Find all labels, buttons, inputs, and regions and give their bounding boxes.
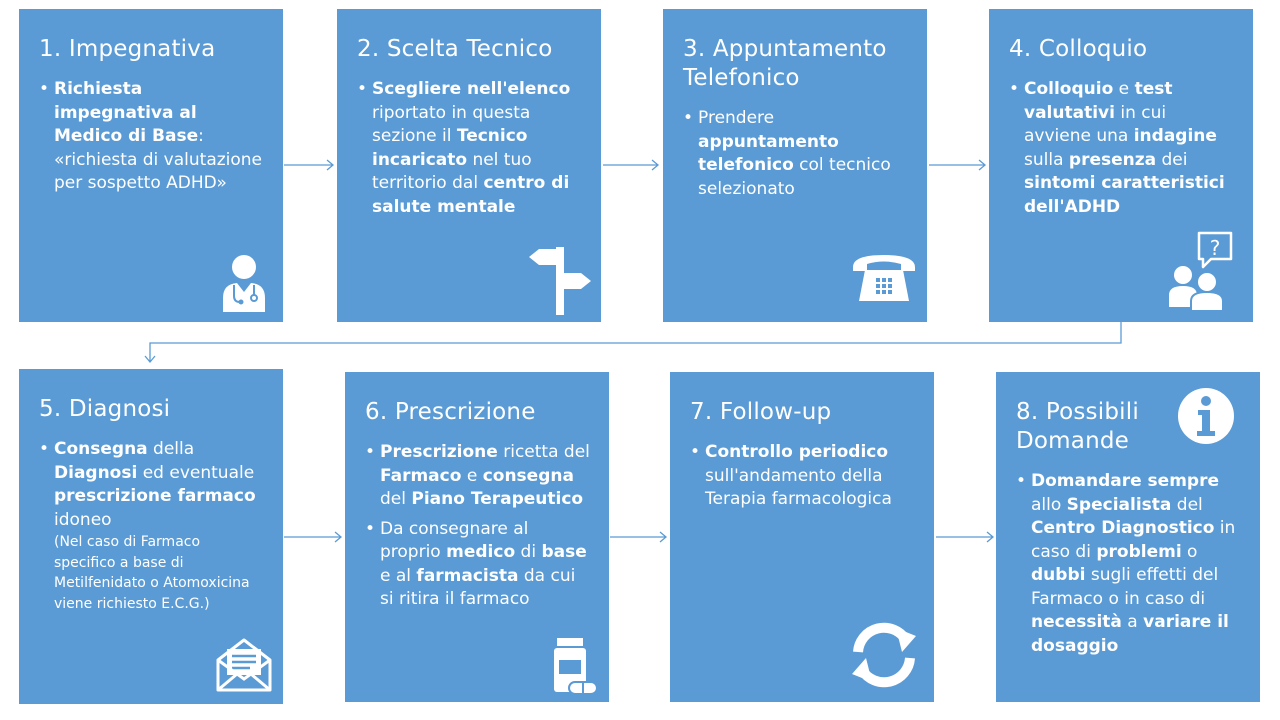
bold-text: Colloquio — [1024, 79, 1114, 99]
text: di — [515, 542, 542, 562]
text: della — [147, 439, 195, 459]
text: Da consegnare al proprio — [380, 518, 529, 562]
bold-text: centro di salute mentale — [372, 173, 570, 217]
bold-text: medico — [446, 542, 516, 562]
bold-text: Farmaco — [380, 465, 462, 486]
bold-text: consegna — [482, 465, 574, 486]
step-bullets — [357, 78, 583, 219]
refresh-icon — [844, 622, 924, 688]
step-title: 7. Follow-up — [690, 399, 832, 425]
step-title: 6. Prescrizione — [365, 399, 536, 425]
step-bullet — [357, 78, 583, 219]
arrow-2-3 — [603, 160, 658, 170]
text: idoneo — [54, 509, 112, 530]
text: riportato in questa sezione il — [372, 102, 531, 146]
bold-text: Centro Diagnostico — [1031, 518, 1215, 538]
step-title: 8. Possibili Domande — [1016, 399, 1139, 454]
bold-text: Piano Terapeutico — [411, 489, 584, 509]
telephone-icon — [851, 253, 917, 303]
bold-text: dubbi — [1031, 565, 1086, 585]
arrow-3-4 — [929, 160, 985, 170]
step-title: 2. Scelta Tecnico — [357, 36, 553, 62]
text: in cui avviene una — [1024, 102, 1167, 146]
text: o — [1181, 541, 1198, 562]
text: in caso di — [1031, 518, 1236, 562]
bold-text: Prescrizione — [380, 442, 498, 462]
step-bullet — [39, 438, 265, 614]
text: ricetta del — [497, 442, 590, 462]
text: sull'andamento della Terapia farmacologica — [705, 465, 892, 509]
svg-text:?: ? — [1209, 236, 1221, 260]
step-bullets — [1009, 78, 1235, 219]
step-title: 3. Appuntamento Telefonico — [683, 36, 887, 91]
step-bullets — [365, 441, 591, 612]
step-card-8 — [996, 372, 1260, 702]
step-card-7 — [670, 372, 934, 702]
text: (Nel caso di Farmaco specifico a base di Metilfenidato o Atomoxicina viene richiesto E.C.G.) — [54, 534, 250, 612]
step-title: 5. Diagnosi — [39, 396, 171, 422]
text: e — [1113, 79, 1135, 99]
people-question-icon — [1169, 229, 1235, 311]
text: Prendere — [698, 108, 775, 128]
bold-text: variare il dosaggio — [1031, 612, 1229, 656]
arrow-6-7 — [610, 532, 666, 542]
text: col tecnico selezionato — [698, 155, 891, 199]
step-card-1 — [19, 9, 283, 322]
step-card-3 — [663, 9, 927, 322]
signpost-icon — [527, 245, 593, 315]
arrow-7-8 — [936, 532, 993, 542]
step-bullets — [1016, 470, 1242, 658]
text: nel tuo territorio dal — [372, 149, 532, 193]
step-title: 1. Impegnativa — [39, 36, 216, 62]
bold-text: problemi — [1096, 541, 1182, 562]
bold-text: Consegna — [54, 439, 148, 459]
doctor-icon — [221, 252, 267, 312]
step-bullet — [365, 441, 591, 512]
text: e al — [380, 565, 417, 586]
step-bullets — [39, 78, 265, 196]
medicine-bottle-icon — [551, 638, 599, 696]
text: a — [1121, 612, 1144, 632]
bold-text: indagine — [1133, 126, 1217, 146]
step-bullet — [39, 78, 265, 196]
arrow-1-2 — [284, 160, 333, 170]
bold-text: Diagnosi — [54, 462, 138, 483]
step-bullet — [365, 518, 591, 612]
step-bullet — [1009, 78, 1235, 219]
bold-text: Domandare sempre — [1031, 471, 1219, 491]
step-bullets — [39, 438, 265, 614]
step-bullet — [1016, 470, 1242, 658]
arrow-5-6 — [284, 532, 341, 542]
text: da cui si ritira il farmaco — [380, 565, 576, 609]
bold-text: Specialista — [1066, 494, 1172, 515]
bold-text: base — [541, 542, 587, 562]
text: ed eventuale — [137, 462, 255, 483]
step-card-2 — [337, 9, 601, 322]
bold-text: presenza — [1068, 149, 1157, 170]
step-title: 4. Colloquio — [1009, 36, 1148, 62]
step-bullets — [690, 441, 916, 512]
bold-text: farmacista — [416, 565, 519, 586]
step-bullets — [683, 107, 909, 201]
bold-text: Controllo periodico — [705, 442, 889, 462]
bold-text: prescrizione farmaco — [54, 486, 256, 506]
text: del — [1171, 494, 1203, 515]
info-icon — [1176, 386, 1236, 446]
bold-text: sintomi caratteristici dell'ADHD — [1024, 173, 1225, 217]
step-card-4 — [989, 9, 1253, 322]
step-bullet — [683, 107, 909, 201]
text: sulla — [1024, 149, 1069, 170]
step-bullet — [690, 441, 916, 512]
bold-text: appuntamento telefonico — [698, 131, 839, 175]
text: dei — [1156, 149, 1188, 170]
bold-text: Richiesta impegnativa al Medico di Base — [54, 79, 199, 146]
bold-text: test valutativi — [1024, 79, 1173, 123]
bold-text: Scegliere nell'elenco — [372, 79, 571, 99]
text: del — [380, 489, 412, 509]
text: e — [461, 465, 483, 486]
envelope-icon — [215, 635, 273, 693]
arrow-4-5 — [145, 322, 1121, 362]
text: sugli effetti del Farmaco o in caso di — [1031, 565, 1219, 609]
step-card-5 — [19, 369, 283, 704]
bold-text: necessità — [1031, 612, 1122, 632]
text: allo — [1031, 494, 1067, 515]
bold-text: Tecnico incaricato — [372, 126, 528, 170]
text: : «richiesta di valutazione per sospetto ADHD» — [54, 126, 263, 193]
step-card-6 — [345, 372, 609, 702]
